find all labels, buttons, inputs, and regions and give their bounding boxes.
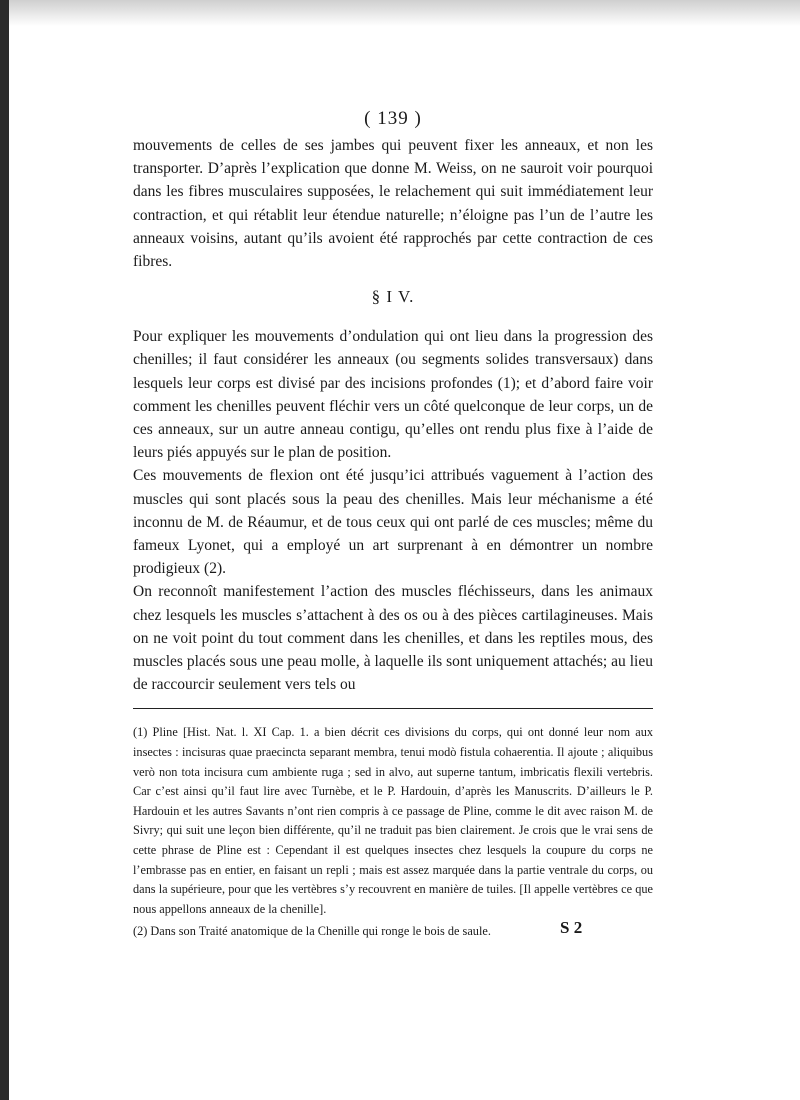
paragraph: Pour expliquer les mouvements d’ondulation qui ont lieu dans la progression des chenilles; il faut considérer les anneaux (ou segments solides transversaux) dans lesquels leur corps est divisé par des incisions profondes (1); et d’abord faire voir comment les chenilles peuvent fléchir vers un côté quelconque de leur corps, un de ces anneaux, sur un autre anneau contigu, qu’elles ont rendu plus fixe à l’aide de leurs piés appuyés sur le plan de position.	[133, 328, 653, 462]
signature-mark: S 2	[560, 918, 583, 937]
footnote-2: (2) Dans son Traité anatomique de la Chenille qui ronge le bois de saule.	[133, 924, 491, 939]
page-content	[133, 108, 653, 942]
scan-binding-edge	[0, 0, 9, 1100]
paragraph: Ces mouvements de flexion ont été jusqu’ici attribués vaguement à l’action des muscles qui sont placés sous la peau des chenilles. Mais leur méchanisme a été inconnu de M. de Réaumur, et de tous ceux qui ont parlé de ces muscles; même du fameux Lyonet, qui a employé un art surprenant à en démontrer un nombre prodigieux (2).	[133, 467, 653, 578]
section-heading: § I V.	[371, 287, 415, 307]
paragraph-continued: mouvements de celles de ses jambes qui peuvent fixer les anneaux, et non les transporter. D’après l’explication que donne M. Weiss, on ne sauroit voir pourquoi dans les fibres musculaires supposées, le relachement qui suit immédiatement leur contraction, et qui rétablit leur étendue naturelle; n’éloigne pas l’un de l’autre les anneaux voisins, autant qu’ils avoient été rapprochés par cette contraction de ces fibres.	[133, 137, 653, 271]
footnote-1: (1) Pline [Hist. Nat. l. XI Cap. 1. a bien décrit ces divisions du corps, qui ont donné leur nom aux insectes : incisuras quae praecincta separant membra, tenui modò fistula cohaerentia. Il ajoute ; aliquibus verò non tota incisura cum ambiente ruga ; sed in alvo, aut superne tantum, imbricatis flexili vertebris. Car c’est ainsi qu’il faut lire avec Turnèbe, et le P. Hardouin, d’après les Manuscrits. D’ailleurs le P. Hardouin et les autres Savants n’ont rien compris à ce passage de Pline, comme le dit avec raison M. de Sivry; qui suit une leçon bien différente, qu’il ne traduit pas bien clairement. Je crois que le vrai sens de cette phrase de Pline est : Cependant il est quelques insectes chez lesquels la coupure du corps ne l’embrasse pas en entier, en faisant un repli ; mais est assez marquée dans la partie ventrale du corps, ou dans la supérieure, pour que les vertèbres s’y recouvrent en manière de tuiles. [Il appelle vertèbres ce que nous appellons anneaux de la chenille].	[133, 725, 653, 916]
paragraph: On reconnoît manifestement l’action des muscles fléchisseurs, dans les animaux chez lesquels les muscles s’attachent à des os ou à des pièces cartilagineuses. Mais on ne voit point du tout comment dans les chenilles, et dans les reptiles mous, des muscles placés sous une peau molle, à laquelle ils sont uniquement attachés; au lieu de raccourcir seulement vers tels ou	[133, 583, 653, 694]
body-text	[133, 134, 653, 696]
footnotes	[133, 723, 653, 942]
page-number: ( 139 )	[364, 108, 422, 129]
scan-top-shadow	[9, 0, 800, 26]
footnote-rule	[133, 708, 653, 709]
